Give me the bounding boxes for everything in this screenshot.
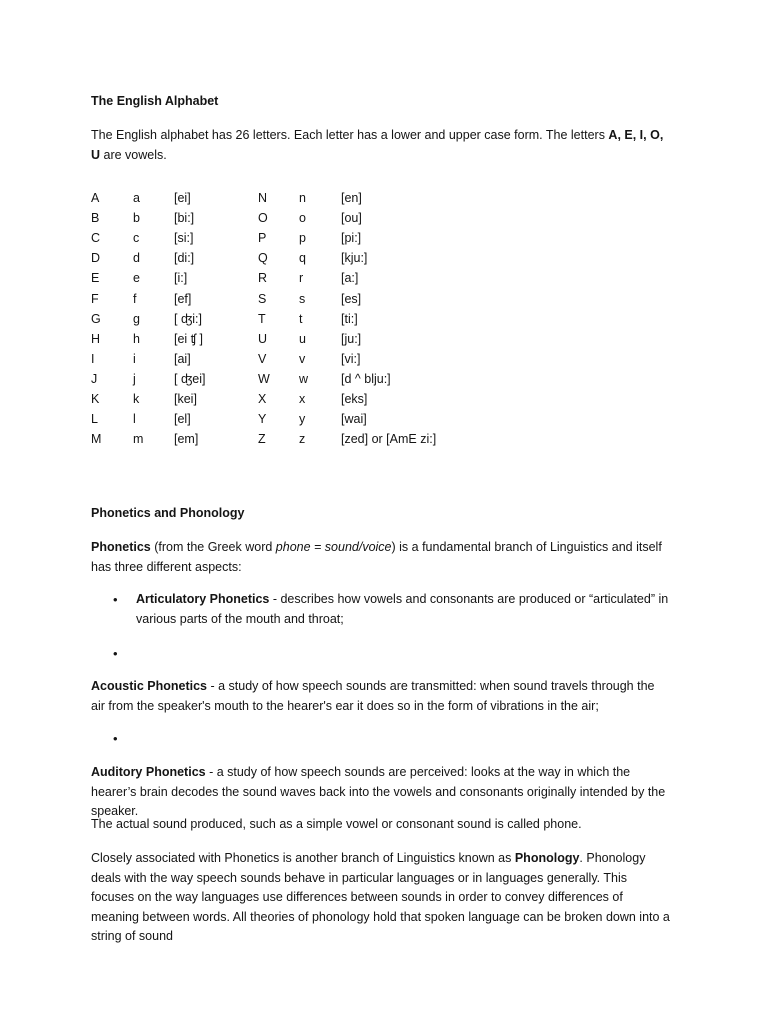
uppercase-letter: O [258, 211, 268, 226]
bullet-marker-empty: • [113, 646, 118, 661]
articulatory-text: - describes how vowels and consonants are produced or “articulated” in various parts of the mouth and throat; [136, 592, 669, 626]
intro-text: The English alphabet has 26 letters. Each letter has a lower and upper case form. The letters [91, 128, 609, 142]
pronunciation: [d ^ blju:] [341, 371, 391, 386]
page-title: The English Alphabet [91, 94, 219, 108]
lowercase-letter: a [133, 191, 140, 205]
uppercase-letter: M [91, 432, 102, 447]
lowercase-letter: n [299, 191, 306, 205]
uppercase-letter: N [258, 191, 268, 205]
pronunciation: [kju:] [341, 251, 368, 266]
auditory-text: - a study of how speech sounds are perceived: looks at the way in which the hearer’s brain decodes the sound waves back into the vowels and consonants originally intended by the speaker. [91, 765, 666, 818]
pronunciation: [en] [341, 191, 362, 205]
pronunciation: [kei] [174, 392, 197, 406]
phonetics-text-end: ) is a fundamental branch of Linguistics and itself has three different aspects: [91, 540, 662, 574]
lowercase-letter: k [133, 392, 140, 406]
auditory-term: Auditory Phonetics [91, 765, 206, 779]
lowercase-letter: y [299, 412, 306, 427]
intro-vowels: A, E, I, O, U [91, 128, 664, 162]
uppercase-letter: X [258, 392, 267, 406]
lowercase-letter: b [133, 211, 140, 226]
pronunciation: [vi:] [341, 351, 361, 366]
phonetics-term: Phonetics [91, 540, 151, 554]
lowercase-letter: p [299, 231, 306, 246]
lowercase-letter: i [133, 351, 136, 366]
lowercase-letter: q [299, 251, 306, 266]
uppercase-letter: F [91, 291, 99, 306]
pronunciation: [ou] [341, 211, 362, 226]
pronunciation: [ti:] [341, 311, 358, 326]
pronunciation: [i:] [174, 271, 188, 286]
phonetics-etymology: phone = sound/voice [275, 540, 392, 554]
pronunciation: [pi:] [341, 231, 362, 246]
acoustic-term: Acoustic Phonetics [91, 679, 207, 693]
auditory-paragraph [91, 763, 671, 822]
lowercase-letter: u [299, 331, 306, 346]
phonology-text: Closely associated with Phonetics is another branch of Linguistics known as [91, 851, 515, 865]
acoustic-text: - a study of how speech sounds are transmitted: when sound travels through the air from the speaker's mouth to the hearer's ear it does so in the form of vibrations in the air; [91, 679, 655, 713]
pronunciation: [ei] [174, 191, 191, 205]
uppercase-letter: A [91, 191, 100, 205]
uppercase-letter: Y [258, 412, 267, 427]
uppercase-letter: U [258, 331, 268, 346]
uppercase-letter: W [258, 371, 270, 386]
lowercase-letter: e [133, 271, 140, 286]
lowercase-letter: r [299, 271, 304, 286]
pronunciation: [ai] [174, 351, 191, 366]
lowercase-letter: w [299, 371, 309, 386]
uppercase-letter: P [258, 231, 267, 246]
pronunciation: [em] [174, 432, 199, 447]
articulatory-term: Articulatory Phonetics [136, 592, 270, 606]
bullet-marker-empty: • [113, 731, 118, 746]
bullet-articulatory [136, 590, 676, 629]
bullet-marker: • [113, 592, 118, 607]
pronunciation: [a:] [341, 271, 359, 286]
acoustic-paragraph [91, 677, 671, 716]
lowercase-letter: m [133, 432, 144, 447]
pronunciation: [ju:] [341, 331, 362, 346]
pronunciation: [bi:] [174, 211, 195, 226]
lowercase-letter: t [299, 311, 303, 326]
uppercase-letter: R [258, 271, 268, 286]
pronunciation: [si:] [174, 231, 194, 246]
lowercase-letter: h [133, 331, 140, 346]
phonetics-text: (from the Greek word [150, 540, 276, 554]
lowercase-letter: s [299, 291, 306, 306]
uppercase-letter: K [91, 392, 100, 406]
pronunciation: [zed] or [AmE zi:] [341, 432, 437, 447]
uppercase-letter: D [91, 251, 101, 266]
phonology-text-end: . Phonology deals with the way speech sounds behave in particular languages or in languages generally. This focuses on the way languages use differences between sounds in order to convey differences of meaning between words. All theories of phonology hold that spoken language can be broken down into a string of sound [91, 851, 670, 943]
phonology-paragraph [91, 849, 671, 947]
uppercase-letter: Z [258, 432, 266, 447]
uppercase-letter: H [91, 331, 101, 346]
pronunciation: [ei ʧ ] [174, 331, 203, 346]
pronunciation: [eks] [341, 392, 368, 406]
lowercase-letter: d [133, 251, 140, 266]
pronunciation: [el] [174, 412, 191, 427]
uppercase-letter: S [258, 291, 267, 306]
uppercase-letter: C [91, 231, 101, 246]
uppercase-letter: J [91, 371, 98, 386]
lowercase-letter: l [133, 412, 136, 427]
lowercase-letter: v [299, 351, 306, 366]
pronunciation: [ef] [174, 291, 192, 306]
pronunciation: [ ʤi:] [174, 311, 202, 326]
uppercase-letter: I [91, 351, 95, 366]
pronunciation: [ ʤei] [174, 371, 206, 386]
phonetics-paragraph [91, 538, 671, 577]
intro-text-end: are vowels. [100, 147, 167, 162]
uppercase-letter: B [91, 211, 100, 226]
lowercase-letter: f [133, 291, 137, 306]
lowercase-letter: z [299, 432, 306, 447]
lowercase-letter: j [133, 371, 136, 386]
section-heading: Phonetics and Phonology [91, 506, 245, 520]
pronunciation: [es] [341, 291, 362, 306]
pronunciation: [di:] [174, 251, 195, 266]
uppercase-letter: G [91, 311, 101, 326]
pronunciation: [wai] [341, 412, 367, 427]
intro-paragraph [91, 126, 671, 165]
lowercase-letter: x [299, 392, 306, 406]
uppercase-letter: E [91, 271, 100, 286]
uppercase-letter: Q [258, 251, 268, 266]
uppercase-letter: T [258, 311, 266, 326]
lowercase-letter: g [133, 311, 140, 326]
lowercase-letter: c [133, 231, 140, 246]
lowercase-letter: o [299, 211, 306, 226]
uppercase-letter: V [258, 351, 267, 366]
phone-paragraph: The actual sound produced, such as a simple vowel or consonant sound is called phone. [91, 817, 582, 831]
uppercase-letter: L [91, 412, 98, 427]
phonology-term: Phonology [514, 851, 580, 865]
